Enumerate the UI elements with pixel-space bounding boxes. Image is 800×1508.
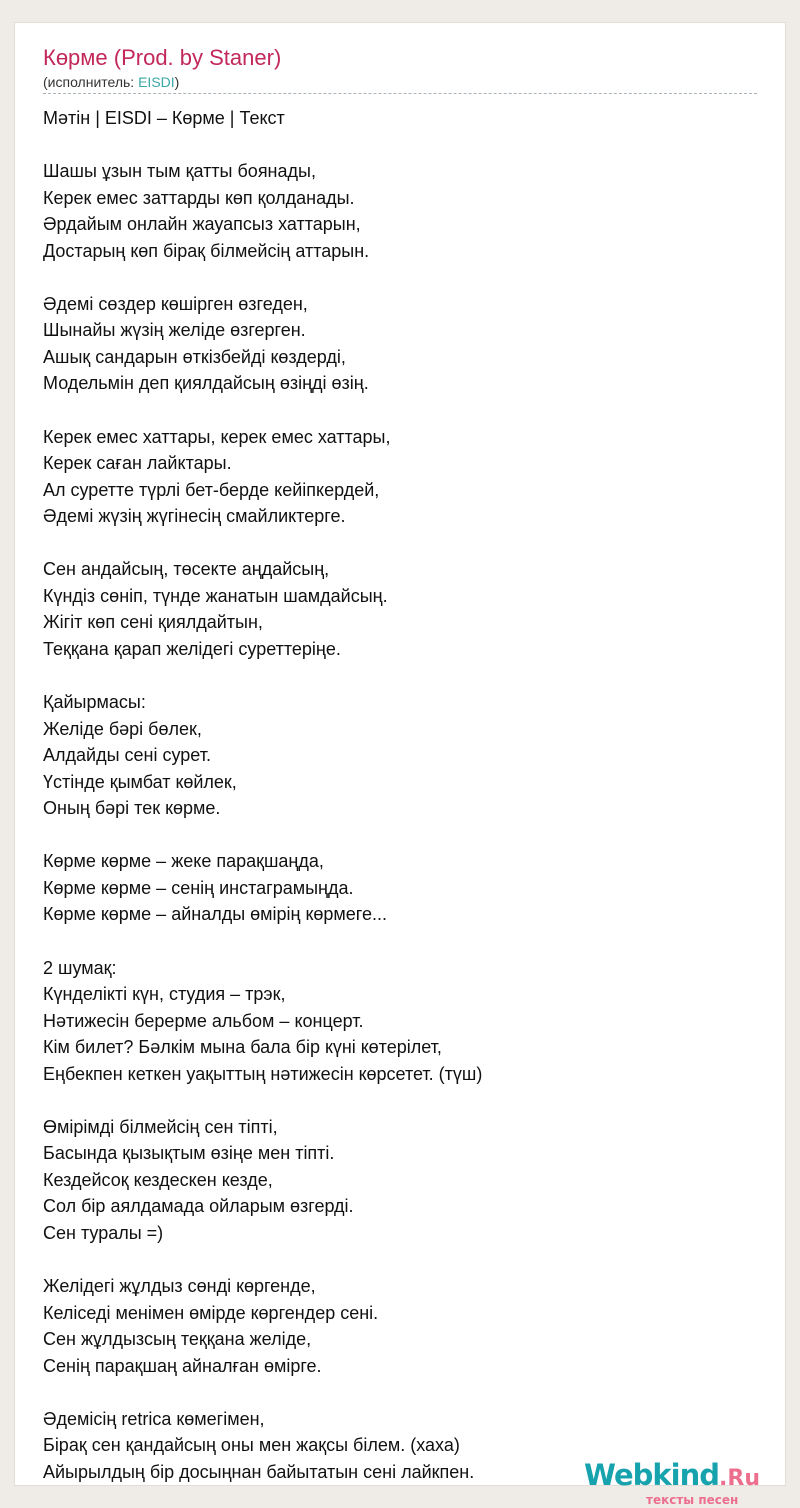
stanza [43, 556, 482, 662]
stanza-gap [43, 822, 482, 849]
song-title: Көрме (Prod. by Staner) [43, 45, 282, 70]
lyric-line: Сен туралы =) [43, 1222, 164, 1243]
lyric-line: Сен андайсың, төсекте аңдайсың, [43, 559, 330, 580]
lyric-line: Әдемісің retrica көмегімен, [43, 1408, 265, 1429]
lyrics-card [14, 22, 786, 1486]
lyric-line: Келіседі менімен өмірде көргендер сені. [43, 1302, 379, 1323]
lyric-line: Көрме көрме – жеке парақшаңда, [43, 851, 324, 872]
lyric-line: Үстінде қымбат көйлек, [43, 771, 237, 792]
artist-link[interactable]: EISDI [138, 74, 175, 90]
stanza-gap [43, 1247, 482, 1274]
logo-main: Webkind [584, 1458, 720, 1492]
artist-suffix: ) [174, 74, 180, 90]
lyric-line: Өмірімді білмейсің сен тіпті, [43, 1116, 278, 1137]
lyric-line: Сенің парақшаң айналған өмірге. [43, 1355, 322, 1376]
lyric-line: Достарың көп бірақ білмейсің аттарын. [43, 240, 370, 261]
lyric-line: 2 шумақ: [43, 957, 117, 978]
logo-wordmark [584, 1460, 784, 1491]
stanza-gap [43, 264, 482, 291]
stanza-gap [43, 662, 482, 689]
stanza [43, 1406, 482, 1486]
artist-line [43, 74, 179, 91]
lyric-line: Теққана қарап желідегі суреттеріңе. [43, 638, 341, 659]
stanza [43, 689, 482, 822]
stanza-gap [43, 530, 482, 557]
lyric-line: Керек емес заттарды көп қолданады. [43, 187, 355, 208]
lyric-line: Желіде бәрі бөлек, [43, 718, 202, 739]
lyric-line: Әдемі жүзің жүгінесің смайликтерге. [43, 506, 346, 527]
lyric-line: Оның бәрі тек көрме. [43, 798, 221, 819]
stanza [43, 291, 482, 397]
lyric-line: Күнделікті күн, студия – трэк, [43, 984, 286, 1005]
lyric-line: Қайырмасы: [43, 692, 146, 713]
lyric-line: Желідегі жұлдыз сөнді көргенде, [43, 1276, 316, 1297]
lyric-line: Ал суретте түрлі бет-берде кейіпкердей, [43, 479, 380, 500]
webkind-logo[interactable] [584, 1460, 784, 1508]
lyric-line: Жігіт көп сені қиялдайтын, [43, 612, 263, 633]
stanza-gap [43, 1087, 482, 1114]
lyric-line: Модельмін деп қиялдайсың өзіңді өзің. [43, 373, 369, 394]
stanza [43, 1273, 482, 1379]
logo-suffix: .Ru [719, 1466, 760, 1491]
lyric-line: Алдайды сені сурет. [43, 745, 211, 766]
stanza [43, 158, 482, 264]
stanza [43, 955, 482, 1088]
lyric-line: Шынайы жүзің желіде өзгерген. [43, 320, 306, 341]
divider [43, 93, 757, 94]
lyric-line: Керек емес хаттары, керек емес хаттары, [43, 426, 391, 447]
stanza [43, 424, 482, 530]
stanza-gap [43, 928, 482, 955]
lyrics-heading: Мәтін | EISDI – Көрме | Текст [43, 108, 285, 128]
lyric-line: Нәтижесін берерме альбом – концерт. [43, 1010, 364, 1031]
lyric-line: Әдемі сөздер көшірген өзгеден, [43, 293, 308, 314]
lyrics-text [43, 105, 482, 1485]
lyric-line: Бірақ сен қандайсың оны мен жақсы білем. (хаха) [43, 1435, 460, 1456]
lyric-line: Айырылдың бір досыңнан байытатын сені лайкпен. [43, 1461, 475, 1482]
stanza-gap [43, 132, 482, 159]
lyric-line: Кездейсоқ кездескен кезде, [43, 1169, 273, 1190]
stanza-gap [43, 1379, 482, 1406]
artist-prefix: (исполнитель: [43, 74, 139, 90]
lyric-line: Көрме көрме – сенің инстаграмыңда. [43, 877, 354, 898]
lyric-line: Ашық сандарын өткізбейді көздерді, [43, 346, 346, 367]
lyric-line: Кім билет? Бәлкім мына бала бір күні көтерілет, [43, 1037, 442, 1058]
lyric-line: Еңбекпен кеткен уақыттың нәтижесін көрсетет. (түш) [43, 1063, 483, 1084]
lyric-line: Әрдайым онлайн жауапсыз хаттарын, [43, 214, 361, 235]
stanza [43, 848, 482, 928]
lyric-line: Басында қызықтым өзіңе мен тіпті. [43, 1143, 335, 1164]
lyric-line: Сен жұлдызсың теққана желіде, [43, 1329, 312, 1350]
lyric-line: Сол бір аялдамада ойларым өзгерді. [43, 1196, 354, 1217]
stanzas [43, 132, 482, 1486]
lyric-line: Көрме көрме – айналды өмірің көрмеге... [43, 904, 387, 925]
lyric-line: Керек саған лайктары. [43, 453, 232, 474]
lyric-line: Шашы ұзын тым қатты боянады, [43, 161, 316, 182]
logo-tagline: тексты песен [646, 1493, 739, 1507]
lyric-line: Күндіз сөніп, түнде жанатын шамдайсың. [43, 585, 388, 606]
stanza [43, 1114, 482, 1247]
stanza-gap [43, 397, 482, 424]
